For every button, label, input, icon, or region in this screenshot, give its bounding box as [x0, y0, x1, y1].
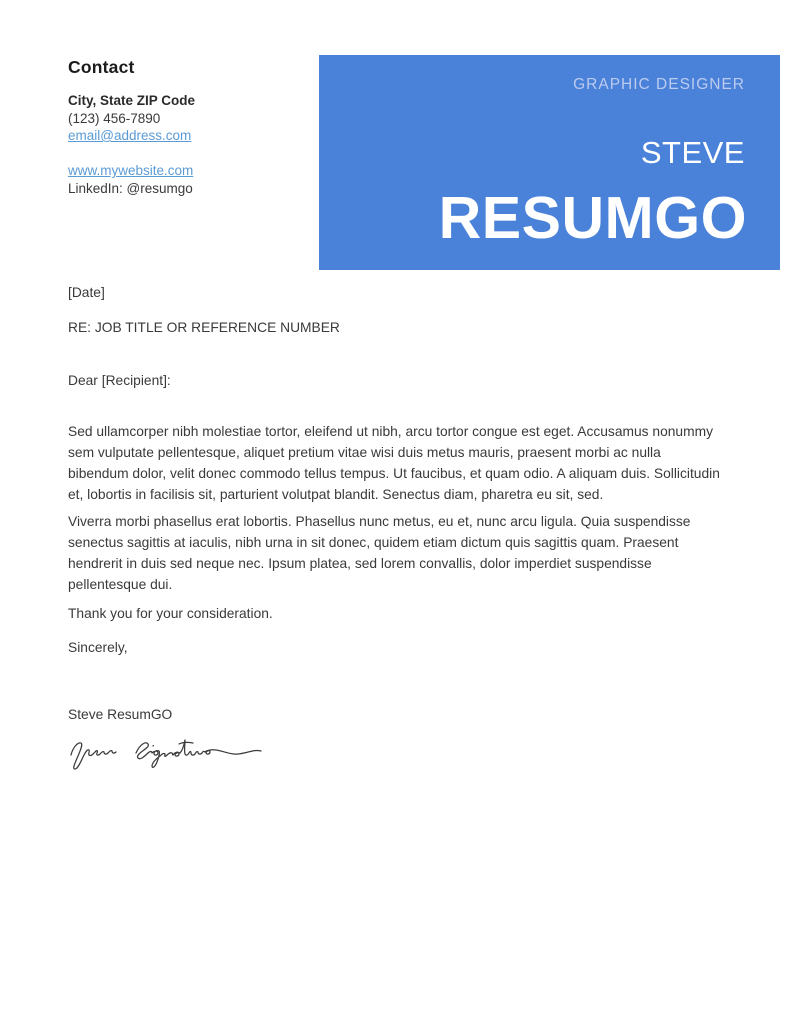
contact-spacer: [68, 145, 308, 163]
signature-strokes-icon: [68, 729, 268, 771]
date-placeholder: [Date]: [68, 285, 105, 300]
letter-body: [68, 282, 721, 771]
contact-section: [68, 57, 308, 197]
closing-salutation: Sincerely,: [68, 640, 128, 655]
contact-address: City, State ZIP Code: [68, 93, 196, 108]
salutation: Dear [Recipient]:: [68, 373, 171, 388]
signature-script: [68, 729, 268, 771]
closing-thanks: Thank you for your consideration.: [68, 606, 273, 621]
first-name: STEVE: [640, 135, 745, 170]
contact-linkedin: LinkedIn: @resumgo: [68, 180, 193, 196]
body-paragraph-1: Sed ullamcorper nibh molestiae tortor, eleifend ut nibh, arcu tortor congue est eget. Accusamus nonummy sem vulputate pellentesque, aliquet pretium vitae wisi duis metus mauris, praesent morbi ac nulla bibendum dolor, velit donec commodo tellus tempus. Ut faucibus, et quam odio. A aliquam duis. Sollicitudin et, lobortis in facilisis sit, parturient volutpat blandit. Senectus diam, pharetra eu sit, sed.: [68, 424, 720, 502]
contact-website-line: [68, 162, 308, 180]
website-link[interactable]: www.mywebsite.com: [68, 163, 194, 178]
body-paragraph-2: Viverra morbi phasellus erat lobortis. Phasellus nunc metus, eu et, nunc arcu ligula. Quia suspendisse senectus sagittis at iaculis, nibh urna in sit donec, quidem etiam dictum quis sagittis quam. Praesent hendrerit in duis sed neque nec. Ipsum platea, sed lorem convallis, dolor imperdiet suspendisse pellentesque dui.: [68, 514, 691, 592]
contact-heading: Contact: [68, 57, 135, 77]
sender-name: Steve ResumGO: [68, 707, 173, 722]
subject-line: RE: JOB TITLE OR REFERENCE NUMBER: [68, 320, 340, 335]
contact-email-line: [68, 127, 308, 145]
last-name: RESUMGO: [438, 185, 747, 251]
contact-phone: (123) 456-7890: [68, 110, 161, 126]
job-title: GRAPHIC DESIGNER: [573, 76, 745, 93]
name-banner: [319, 55, 780, 270]
email-link[interactable]: email@address.com: [68, 128, 192, 143]
